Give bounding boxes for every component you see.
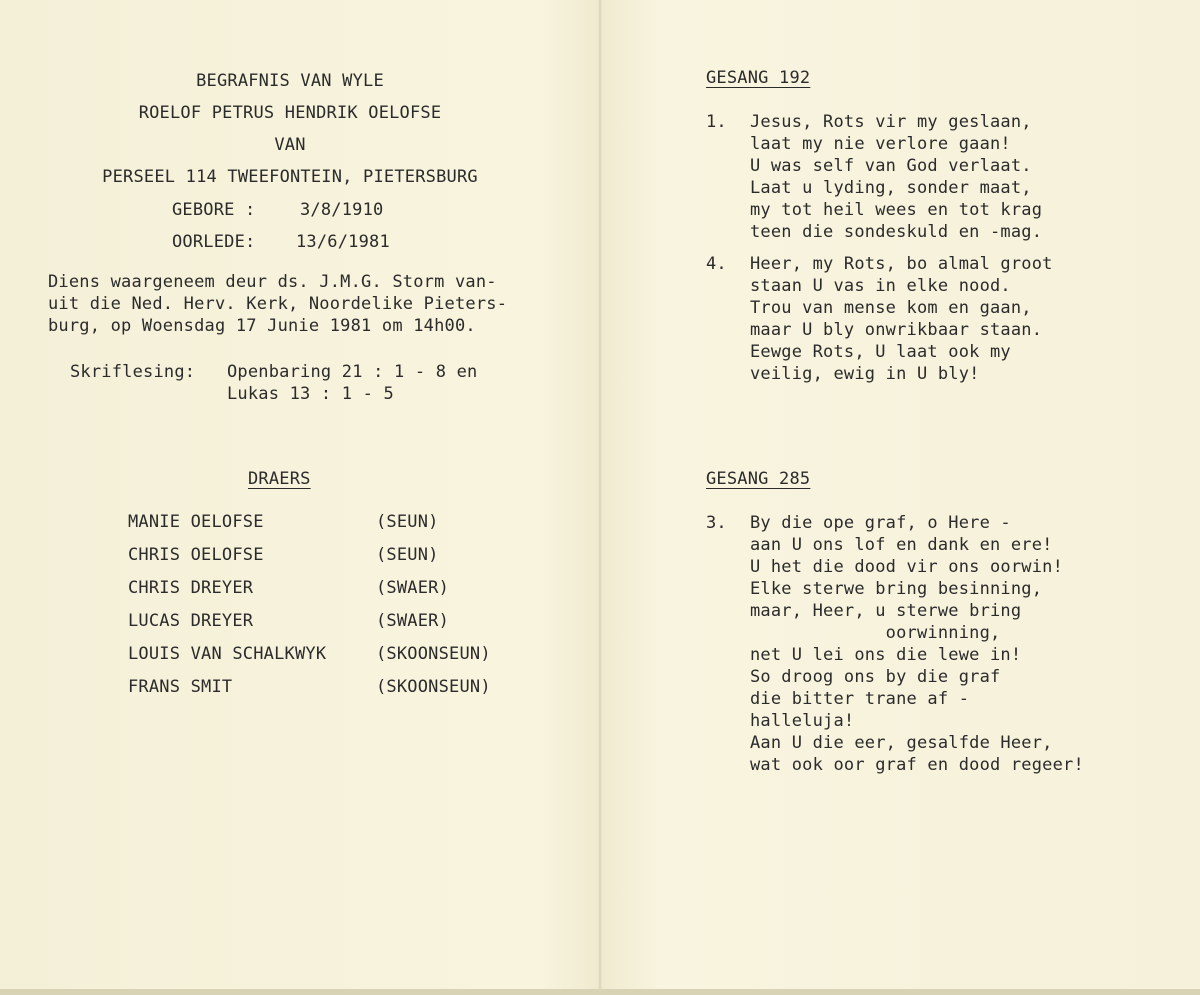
verse-line: wat ook oor graf en dood regeer! xyxy=(750,755,1084,775)
born-date: 3/8/1910 xyxy=(300,200,384,220)
verse-line: So droog ons by die graf xyxy=(750,667,1001,687)
verse-line: halleluja! xyxy=(750,711,855,731)
verse-line: By die ope graf, o Here - xyxy=(750,513,1011,533)
died-label: OORLEDE: xyxy=(172,232,256,252)
bearer-name: LUCAS DREYER xyxy=(128,611,254,631)
bearer-name: LOUIS VAN SCHALKWYK xyxy=(128,644,327,664)
verse-line: Eewge Rots, U laat ook my xyxy=(750,342,1011,362)
verse-number: 3. xyxy=(706,513,727,533)
verse-line: my tot heil wees en tot krag xyxy=(750,200,1043,220)
verse-line: laat my nie verlore gaan! xyxy=(750,134,1011,154)
hymn-285-title: GESANG 285 xyxy=(706,469,811,489)
verse-number: 4. xyxy=(706,254,727,274)
verse-line: staan U vas in elke nood. xyxy=(750,276,1011,296)
verse-line: Laat u lyding, sonder maat, xyxy=(750,178,1032,198)
born-label: GEBORE : xyxy=(172,200,256,220)
verse-line: Elke sterwe bring besinning, xyxy=(750,579,1043,599)
verse-line: net U lei ons die lewe in! xyxy=(750,645,1022,665)
address-line: PERSEEL 114 TWEEFONTEIN, PIETERSBURG xyxy=(102,167,478,187)
bearer-relation: (SKOONSEUN) xyxy=(376,677,491,697)
bearers-title: DRAERS xyxy=(248,469,311,489)
verse-line: oorwinning, xyxy=(750,623,1001,643)
bearer-relation: (SEUN) xyxy=(376,512,439,532)
service-line-3: burg, op Woensdag 17 Junie 1981 om 14h00. xyxy=(48,316,476,336)
center-fold xyxy=(598,0,602,995)
verse-line: veilig, ewig in U bly! xyxy=(750,364,980,384)
verse-line: teen die sondeskuld en -mag. xyxy=(750,222,1043,242)
verse-line: Jesus, Rots vir my geslaan, xyxy=(750,112,1032,132)
verse-number: 1. xyxy=(706,112,727,132)
paper-bottom-edge xyxy=(0,989,1200,995)
died-date: 13/6/1981 xyxy=(296,232,390,252)
bearer-name: MANIE OELOFSE xyxy=(128,512,264,532)
van-line: VAN xyxy=(274,135,306,155)
bearer-relation: (SEUN) xyxy=(376,545,439,565)
reading-label: Skriflesing: xyxy=(70,362,196,382)
funeral-heading: BEGRAFNIS VAN WYLE xyxy=(196,71,384,91)
reading-2: Lukas 13 : 1 - 5 xyxy=(227,384,394,404)
verse-line: U was self van God verlaat. xyxy=(750,156,1032,176)
bearer-relation: (SWAER) xyxy=(376,611,450,631)
verse-line: U het die dood vir ons oorwin! xyxy=(750,557,1064,577)
verse-line: maar U bly onwrikbaar staan. xyxy=(750,320,1043,340)
verse-line: Trou van mense kom en gaan, xyxy=(750,298,1032,318)
verse-line: maar, Heer, u sterwe bring xyxy=(750,601,1022,621)
reading-1: Openbaring 21 : 1 - 8 en xyxy=(227,362,478,382)
bearer-name: FRANS SMIT xyxy=(128,677,233,697)
bearer-name: CHRIS DREYER xyxy=(128,578,254,598)
bearer-relation: (SKOONSEUN) xyxy=(376,644,491,664)
service-line-2: uit die Ned. Herv. Kerk, Noordelike Pieters- xyxy=(48,294,508,314)
verse-line: Aan U die eer, gesalfde Heer, xyxy=(750,733,1053,753)
deceased-name: ROELOF PETRUS HENDRIK OELOFSE xyxy=(138,103,442,123)
service-line-1: Diens waargeneem deur ds. J.M.G. Storm van- xyxy=(48,272,497,292)
verse-line: aan U ons lof en dank en ere! xyxy=(750,535,1053,555)
verse-line: die bitter trane af - xyxy=(750,689,970,709)
bearer-name: CHRIS OELOFSE xyxy=(128,545,264,565)
verse-line: Heer, my Rots, bo almal groot xyxy=(750,254,1053,274)
bearer-relation: (SWAER) xyxy=(376,578,450,598)
hymn-192-title: GESANG 192 xyxy=(706,68,811,88)
